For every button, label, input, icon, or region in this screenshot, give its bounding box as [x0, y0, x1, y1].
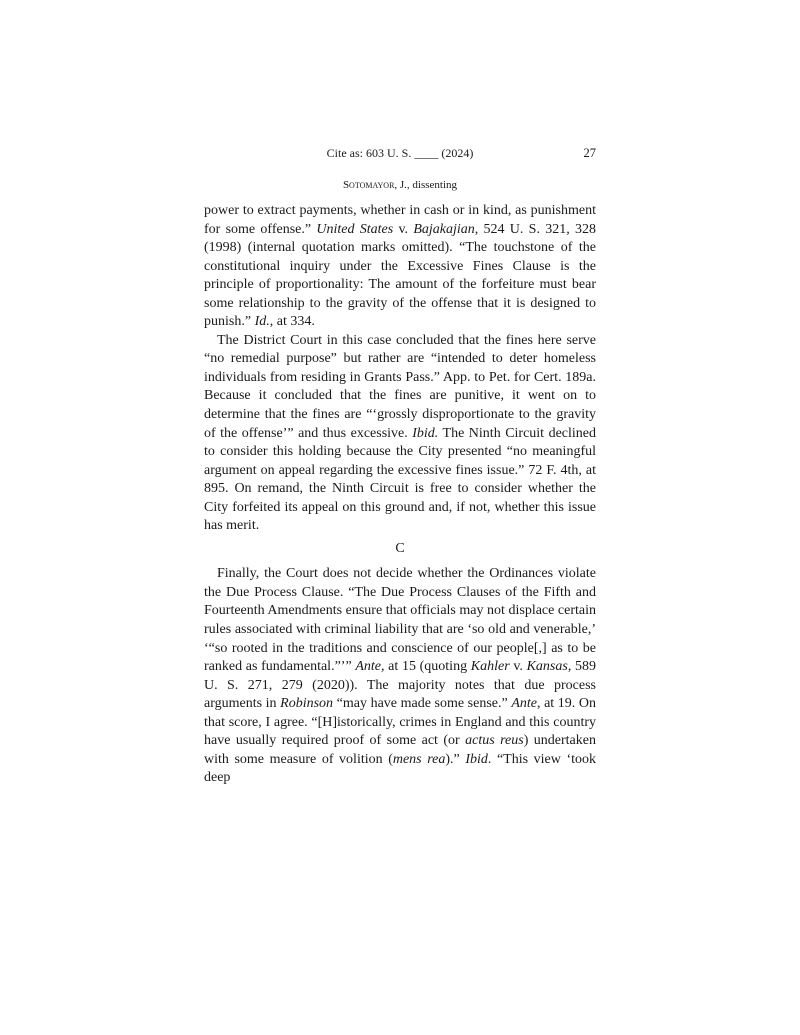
- author-name: Sotomayor: [342, 179, 395, 191]
- section-heading: C: [395, 540, 405, 556]
- running-header: [204, 146, 596, 164]
- paragraph-3: Finally, the Court does not decide whether the Ordinances violate the Due Process Clause. “The Due Process Clauses of the Fifth and Fourteenth Amendments ensure that officials may not displace certain rules associated with criminal liability that are ‘so old and venerable,’ ‘“so rooted in the traditions and conscience of our people[,] as to be ranked as fundamental.”’” Ante, at 15 (quoting Kahler v. Kansas, 589 U. S. 271, 279 (2020)). The majority notes that due process arguments in Robinson “may have made some sense.” Ante, at 19. On that score, I agree. “[H]istorically, crimes in England and this country have usually required proof of some act (or actus reus) undertaken with some measure of volition (mens rea).” Ibid. “This view ‘took deep: [204, 566, 597, 786]
- opinion-author-header: [204, 179, 596, 191]
- paragraph-1: power to extract payments, whether in cash or in kind, as punishment for some offense.” United States v. Bajakajian, 524 U. S. 321, 328 (1998) (internal quotation marks omitted). “The touchstone of the constitutional inquiry under the Excessive Fines Clause is the principle of proportionality: The amount of the forfeiture must bear some relationship to the gravity of the offense that it is designed to punish.” Id., at 334.: [204, 203, 597, 330]
- opinion-body: [204, 202, 596, 788]
- opinion-type: , J., dissenting: [394, 179, 458, 191]
- paragraph-2: The District Court in this case concluded that the fines here serve “no remedial purpose” but rather are “intended to deter homeless individuals from residing in Grants Pass.” App. to Pet. for Cert. 189a. Because it concluded that the fines are punitive, it went on to determine that the fines are “‘grossly disproportionate to the gravity of the offense’” and thus excessive. Ibid. The Ninth Circuit declined to consider this holding because the City presented “no meaningful argument on appeal regarding the excessive fines issue.” 72 F. 4th, at 895. On remand, the Ninth Circuit is free to consider whether the City forfeited its appeal on this ground and, if not, whether this issue has merit.: [204, 332, 596, 534]
- page-number: 27: [583, 146, 596, 160]
- citation-header: Cite as: 603 U. S. ____ (2024): [326, 146, 474, 160]
